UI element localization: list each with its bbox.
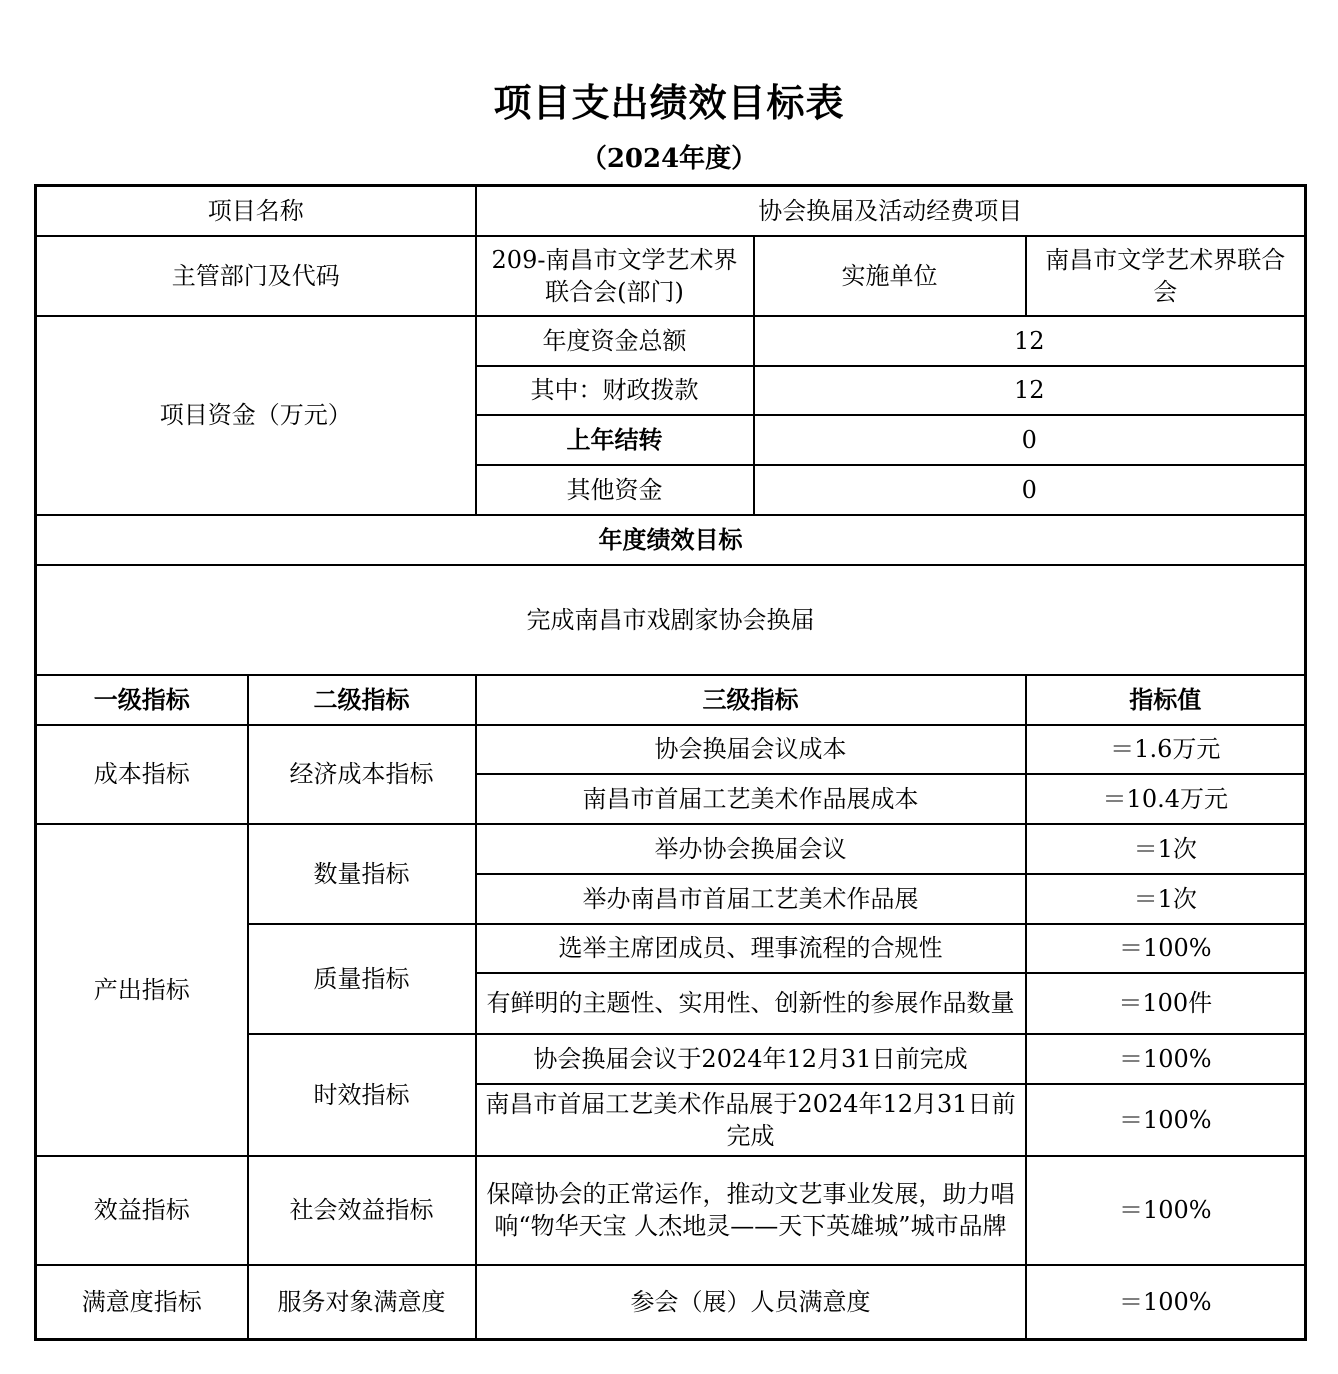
funds-item-value: 12	[754, 366, 1306, 415]
level3-cell: 选举主席团成员、理事流程的合规性	[476, 924, 1026, 973]
implementing-unit-label: 实施单位	[754, 236, 1026, 316]
level3-cell: 保障协会的正常运作，推动文艺事业发展，助力唱响“物华天宝 人杰地灵——天下英雄城”城市品牌	[476, 1156, 1026, 1265]
level3-cell: 南昌市首届工艺美术作品展成本	[476, 774, 1026, 824]
page-subtitle: （2024年度）	[580, 144, 758, 174]
level1-cell: 产出指标	[36, 824, 248, 1156]
level2-cell: 质量指标	[248, 924, 476, 1034]
indicator-row	[36, 1265, 1306, 1340]
value-cell: ＝100件	[1026, 973, 1306, 1034]
level2-cell: 数量指标	[248, 824, 476, 924]
funds-item-label: 年度资金总额	[476, 316, 754, 366]
level2-cell: 服务对象满意度	[248, 1265, 476, 1340]
level2-cell: 经济成本指标	[248, 725, 476, 824]
funds-item-value: 12	[754, 316, 1306, 366]
level3-cell: 协会换届会议成本	[476, 725, 1026, 774]
level3-cell: 参会（展）人员满意度	[476, 1265, 1026, 1340]
value-cell: ＝100%	[1026, 1265, 1306, 1340]
goal-header-row	[36, 515, 1306, 565]
header-value: 指标值	[1026, 675, 1306, 725]
goal-text-row	[36, 565, 1306, 675]
department-value: 209-南昌市文学艺术界联合会(部门)	[476, 236, 754, 316]
level2-cell: 社会效益指标	[248, 1156, 476, 1265]
value-cell: ＝1次	[1026, 824, 1306, 874]
level1-cell: 效益指标	[36, 1156, 248, 1265]
level3-cell: 南昌市首届工艺美术作品展于2024年12月31日前完成	[476, 1084, 1026, 1156]
indicator-row	[36, 824, 1306, 874]
project-name-label: 项目名称	[36, 186, 476, 236]
header-level2: 二级指标	[248, 675, 476, 725]
value-cell: ＝100%	[1026, 1156, 1306, 1265]
goal-text: 完成南昌市戏剧家协会换届	[36, 565, 1306, 675]
funds-item-label: 其他资金	[476, 465, 754, 515]
level1-cell: 满意度指标	[36, 1265, 248, 1340]
header-level1: 一级指标	[36, 675, 248, 725]
level3-cell: 有鲜明的主题性、实用性、创新性的参展作品数量	[476, 973, 1026, 1034]
project-name-value: 协会换届及活动经费项目	[476, 186, 1306, 236]
value-cell: ＝1次	[1026, 874, 1306, 924]
funds-item-label: 其中：财政拨款	[476, 366, 754, 415]
indicator-row	[36, 725, 1306, 774]
page-title: 项目支出绩效目标表	[493, 81, 845, 125]
funds-item-value: 0	[754, 465, 1306, 515]
value-cell: ＝10.4万元	[1026, 774, 1306, 824]
funds-label: 项目资金（万元）	[36, 316, 476, 515]
header-level3: 三级指标	[476, 675, 1026, 725]
value-cell: ＝1.6万元	[1026, 725, 1306, 774]
indicator-header-row	[36, 675, 1306, 725]
funds-row	[36, 316, 1306, 366]
department-label: 主管部门及代码	[36, 236, 476, 316]
level1-cell: 成本指标	[36, 725, 248, 824]
level3-cell: 举办协会换届会议	[476, 824, 1026, 874]
implementing-unit-value: 南昌市文学艺术界联合会	[1026, 236, 1306, 316]
funds-item-value: 0	[754, 415, 1306, 465]
funds-item-label: 上年结转	[476, 415, 754, 465]
indicator-row	[36, 1156, 1306, 1265]
value-cell: ＝100%	[1026, 1034, 1306, 1084]
value-cell: ＝100%	[1026, 1084, 1306, 1156]
level3-cell: 举办南昌市首届工艺美术作品展	[476, 874, 1026, 924]
level2-cell: 时效指标	[248, 1034, 476, 1156]
performance-table	[34, 184, 1307, 1341]
department-row	[36, 236, 1306, 316]
value-cell: ＝100%	[1026, 924, 1306, 973]
project-name-row	[36, 186, 1306, 236]
goal-header: 年度绩效目标	[36, 515, 1306, 565]
level3-cell: 协会换届会议于2024年12月31日前完成	[476, 1034, 1026, 1084]
